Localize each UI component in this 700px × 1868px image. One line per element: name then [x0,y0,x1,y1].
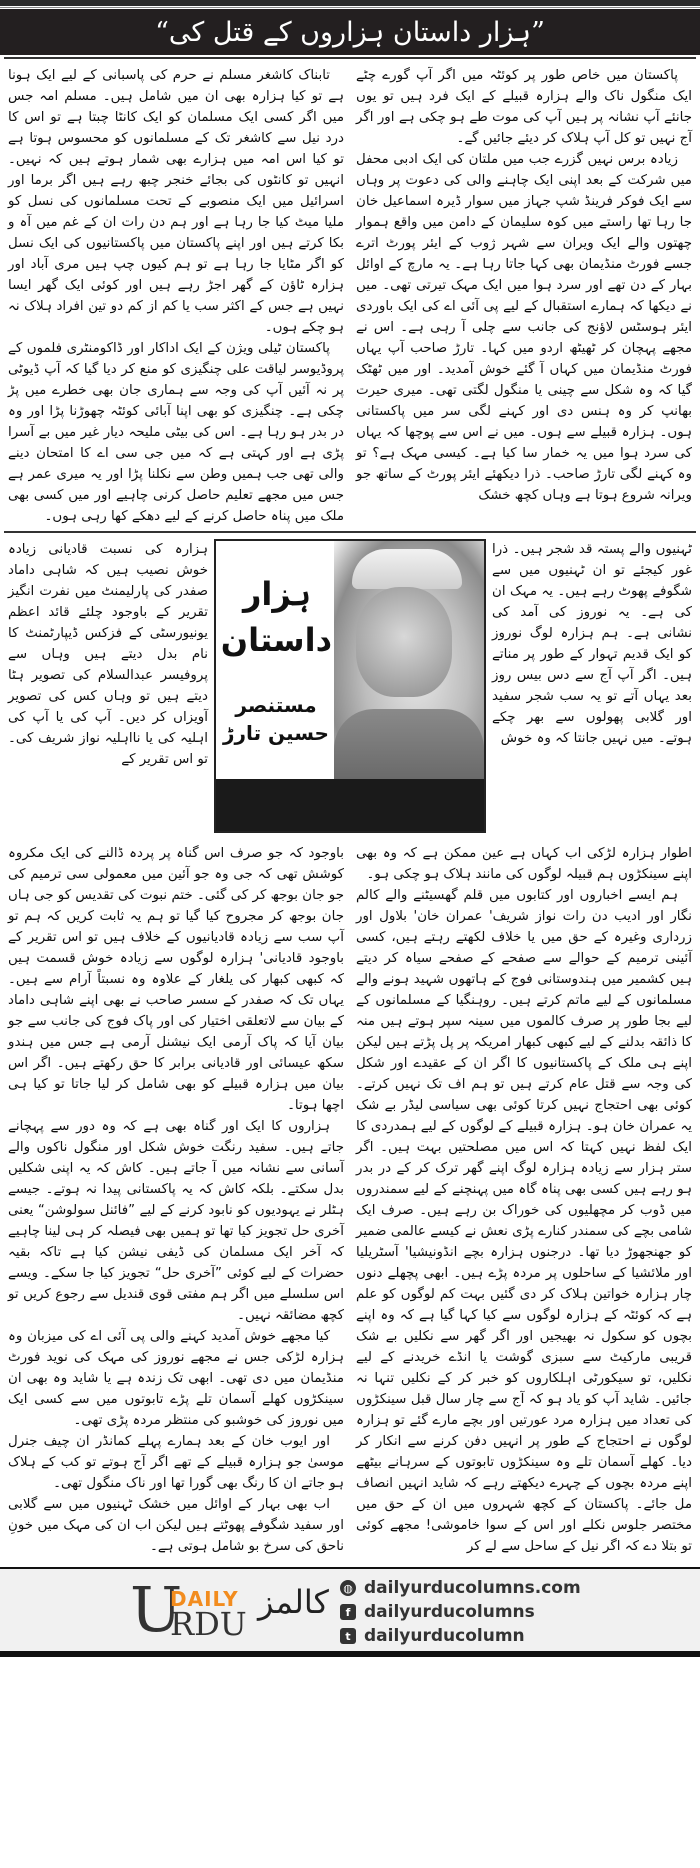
article-body [0,57,700,1657]
shirt-shape [334,709,484,779]
logo-letter: U [130,1573,183,1646]
paragraph: ہزاروں کا ایک اور گناہ بھی ہے کہ وہ دور سے پہچانے جاتے ہیں۔ سفید رنگت خوش شکل اور منگول ناکوں والے آسانی سے نشانہ میں آ جاتے ہیں۔ کاش کہ یہ اپنی شکلیں بدل سکتے۔ بلکہ کاش کہ یہ پاکستانی پیدا نہ ہوتے۔ جیسے ہٹلر نے یہودیوں کو نابود کرنے کے لیے ”فائنل سولوشن“ یعنی آخری حل تجویز کیا تھا تو ہمیں بھی فیصلہ کر ہی لینا چاہیے کہ آخر ایک مسلمان کی ڈیفی نیشن کیا ہے تاکہ بقیہ حضرات کے لیے کوئی ”آخری حل“ تجویز کیا جا سکے۔ ویسے اس سلسلے میں اگر ہم مفتی قوی قندیل سے رجوع کریں تو کچھ مضائقہ نہیں۔ [8,1119,344,1323]
paragraph: پاکستان میں خاص طور پر کوئٹہ میں اگر آپ گورے چٹے ایک منگول ناک والے ہزارہ قبیلے کے ایک فرد ہیں تو یوں جانئے آپ نشانہ پر ہیں آپ کی موت طے ہو چکی ہے اور اگر آج نہیں تو کل آپ ہلاک کر دیئے جائیں گے۔ [356,68,692,146]
column-brand-title: ہزار داستان [220,575,332,659]
paragraph: اطوار ہزارہ لڑکی اب کہاں ہے عین ممکن ہے کہ وہ بھی اپنے سینکڑوں ہم قبیلہ لوگوں کی مانند ہلاک ہو چکی ہو۔ [356,846,692,882]
paragraph: پاکستان ٹیلی ویژن کے ایک اداکار اور ڈاکومنٹری فلموں کے پروڈیوسر لیاقت علی چنگیزی کو منع کر دیا گیا کہ آپ ڈیوٹی پر نہ آئیں آپ کی وجہ سے ہماری جان بھی خطرے میں پڑ چکی ہے۔ چنگیزی کو بھی اپنا آبائی کوئٹہ چھوڑنا پڑا اور وہ در بدر ہو رہا ہے۔ اس کی بیٹی ملیحہ دیار غیر میں بے آسرا پڑی ہے اور کہتی ہے کہ میں جی سی اے کا امتحان دینے والی تھی جب ہمیں وطن سے نکلنا پڑا اور یہ میری عمر ہے جس میں مجھے تعلیم حاصل کرنی چاہیے اور میں کسی بھی ملک میں پناہ حاصل کرنے کے لیے دھکے کھا رہی ہوں۔ [8,341,344,524]
twitter-link[interactable] [340,1625,581,1647]
paragraph: اور ایوب خان کے بعد ہمارے پہلے کمانڈر ان چیف جنرل موسیٰ جو ہزارہ قبیلے کے تھے اگر آج ہوتے تو کب کے ہلاک ہو جاتے ان کا رنگ بھی گورا تھا اور ناک منگول تھی۔ [8,1434,344,1491]
cap-shape [352,549,462,589]
bottom-border [0,1651,700,1657]
paragraph: ہزارہ کی نسبت قادیانی زیادہ خوش نصیب ہیں کہ شاہی داماد صفدر کی پارلیمنٹ میں نفرت انگیز تقریر کے باوجود چلئے قائد اعظم یونیورسٹی کے فزکس ڈیپارٹمنٹ کا نام بدل دیتے ہیں وہاں سے پروفیسر عبدالسلام کی تصویر ہٹا دیتے ہیں تو وہاں کس کی تصویر آویزاں کر دیں۔ آپ کی یا آپ کی اہلیہ کی یا نااہلیہ نواز شریف کی۔ تو اس تقریر کے [8,542,208,767]
columnist-photo [334,541,484,779]
paragraph: تابناک کاشغر مسلم نے حرم کی پاسبانی کے لیے ایک ہونا ہے تو کیا ہزارہ بھی ان میں شامل ہیں۔ مسلم امہ جس میں اگر کسی ایک مسلمان کو ایک کانٹا چبتا ہے تو اس کا درد نیل سے کاشغر تک کے مسلمانوں کو محسوس ہوتا ہے تو کیا اس امہ میں ہزارے بھی شمار ہوتے ہیں کہ نہیں۔ انہیں تو کانٹوں کی بجائے خنجر چبھ رہے ہیں اگر برما اور اسرائیل میں ایک منصوبے کے تحت مسلمانوں کی نسل کو ملیا میٹ کیا جا رہا ہے اور ہم دن رات ان کے غم میں آہ و بکا کرتے ہیں اور اپنے پاکستان میں پاکستانیوں کی ایک نسل کو اگر مٹایا جا رہا ہے تو ہم کیوں چپ ہیں مری آباد اور ہزارہ ٹاؤن کے گھر اجڑ رہے ہیں اور کوئی ایک گھر ایسا نہیں ہے جس کے اکثر سب یا کم از کم دو تین افراد ہلاک نہ ہو چکے ہوں۔ [8,68,344,335]
top-border [0,0,700,6]
paragraph: باوجود کہ جو صرف اس گناہ پر پردہ ڈالنے کی ایک مکروہ کوشش تھی کہ جی وہ جو آئین میں معمولی سی ترمیم کی جو جان بوجھ کر کی گئی۔ ختم نبوت کی تقدیس کو جی ہاں جان بوجھ کر مجروح کیا گیا تو ہم یہ ثابت کریں کہ ہم تو آپ سب سے زیادہ قادیانیوں کے خلاف ہیں تو اس تقریر کے باوجود قادیانی' ہزارہ لوگوں سے زیادہ خوش قسمت ہیں کہ کبھی کبھار کی یلغار کے علاوہ وہ نسبتاً آرام سے ہیں۔ یہاں تک کہ صفدر کے سسر صاحب نے بھی اپنے شاہی داماد کے بیان سے لاتعلقی اختیار کی اور پاک فوج کی جانب سے جو بیان آیا کہ پاک آرمی ایک نیشنل آرمی ہے جس میں ہندو سکھ عیسائی اور قادیانی برابر کا حق رکھتے ہیں۔ اگر اس بیان میں ہزارہ قبیلے کو بھی شامل کر لیا جاتا تو کیا ہی اچھا ہوتا۔ [8,846,344,1113]
article-column-left-mid [8,539,208,833]
columnist-banner [214,539,486,833]
article-column-right-top [356,65,692,527]
website-link[interactable] [340,1577,581,1599]
paragraph: ٹہنیوں والے پستہ قد شجر ہیں۔ ذرا غور کیجئے تو ان ٹہنیوں میں سے شگوفے پھوٹ رہے ہیں۔ یہ مہک ان کی ہے۔ یہ نوروز کی آمد کی نشانی ہے۔ ہم ہزارہ لوگ نوروز کو ایک قدیم تہوار کے طور پر مناتے ہیں۔ اگر آپ آج سے دس بیس روز بعد یہاں آتے تو یہ سب شجر سفید اور گلابی پھولوں سے بھر چکے ہوتے۔ میں نہیں جانتا کہ وہ خوش [492,542,692,746]
facebook-text: dailyurducolumns [364,1602,535,1622]
article-column-left-top [8,65,344,527]
article-column-left-bottom [8,843,344,1557]
logo-daily: DAILY [170,1587,239,1611]
top-rule [0,7,700,8]
twitter-text: dailyurducolumn [364,1626,525,1646]
footer-branding [0,1567,700,1651]
bottom-row [0,837,700,1561]
daily-urdu-columns-logo [130,1575,330,1645]
top-row [0,59,700,531]
banner-dark-band [216,779,484,831]
facebook-icon: f [340,1604,356,1620]
article-column-right-bottom [356,843,692,1557]
logo-rdu: RDU [170,1605,247,1643]
logo-urdu-word: کالمز [258,1583,329,1621]
paragraph: زیادہ برس نہیں گزرے جب میں ملتان کی ایک ادبی محفل میں شرکت کے بعد اپنی ایک چاہنے والی کی دعوت پر وہاں سے ایک فوکر فرینڈ شپ جہاز میں سوار ڈیرہ اسماعیل خان جا رہا تھا راستے میں کوہ سلیمان کے دامن میں واقع ہموار چھتوں والے ایک ویران سے شہر ژوب کے ایئر پورٹ اترے جسے فورٹ منڈیمان بھی کہا جاتا رہا ہے۔ یہ مارچ کے اوائل بہار کے دن تھے اور سرد ہوا میں ایک مہک تیرتی تھی۔ میں نے دیکھا کہ ہمارے استقبال کے لیے پی آئی اے کی ایک باوردی ایئر ہوسٹس لاؤنج کی جانب سے چلی آ رہی ہے۔ اس نے مجھے پہچان کر ٹھیٹھ اردو میں کہا۔ تارڑ صاحب آپ یہاں فورٹ منڈیمان میں کہاں آ گئے خوش آمدید۔ اور میں ٹھٹک گیا کہ وہ شکل سے چینی یا منگول لگتی تھی۔ میری حیرت بھانپ کر وہ ہنس دی اور کہنے لگی سر میں پاکستانی ہوں۔ ہزارہ قبیلے سے ہوں۔ میں نے اس سے پوچھا کہ یہاں کی سرد ہوا میں یہ خمار سا کیا ہے۔ کیسی مہک ہے؟ تو وہ کہنے لگی تارڑ صاحب۔ ذرا دیکھئے ایئر پورٹ کے ساتھ جو ویرانہ شروع ہوتا ہے وہاں کچھ خشک [356,152,692,503]
paragraph: کیا مجھے خوش آمدید کہنے والی پی آئی اے کی میزبان وہ ہزارہ لڑکی جس نے مجھے نوروز کی مہک کی نوید فورٹ منڈیمان میں دی تھی۔ ابھی تک زندہ ہے یا شاید وہ بھی ان سینکڑوں کھلے آسمان تلے پڑے تابوتوں میں سے کسی ایک میں نوروز کی خوشبو کی منتظر مردہ پڑی تھی۔ [8,1329,344,1428]
facebook-link[interactable] [340,1601,581,1623]
face-shape [356,587,452,697]
middle-row [0,533,700,837]
article-column-right-mid [492,539,692,833]
headline-banner [0,9,700,55]
headline: ”ہزار داستان ہزاروں کے قتل کی“ [155,16,545,48]
columnist-name: مستنصر حسین تارڑ [223,693,329,745]
paragraph: اب بھی بہار کے اوائل میں خشک ٹہنیوں میں سے گلابی اور سفید شگوفے پھوٹتے ہیں لیکن اب ان کی مہک میں خونِ ناحق کی سرخ بو شامل ہوتی ہے۔ [8,1497,344,1554]
globe-icon: ◍ [340,1580,356,1596]
twitter-icon: t [340,1628,356,1644]
social-links [340,1577,581,1649]
paragraph: ہم ایسے اخباروں اور کتابوں میں قلم گھسیٹنے والے کالم نگار اور ادیب دن رات نواز شریف' عمران خان' بلاول اور زرداری وغیرہ کے حق میں یا خلاف لکھتے رہتے ہیں، کسی آئینی ترمیم کے حوالے سے صفحے کے صفحے سیاہ کر دیتے ہیں کشمیر میں ہندوستانی فوج کے ہاتھوں شہید ہونے والے مسلمانوں کے لیے ماتم کرتے ہیں۔ روہنگیا کے مسلمانوں کے لیے بجا طور پر صرف کالموں میں سینہ سپر ہوتے ہیں منہ کا ذائقہ بدلنے کے لیے کبھی کبھار امریکہ پر پل پڑتے ہیں لیکن اپنے ہی ملک کے پاکستانیوں کا اگر ان کے عقیدے اور شکل کی وجہ سے قتل عام کرتے ہیں تو ہم اف تک نہیں کرتے۔ کوئی بھی احتجاج نہیں کرتا کوئی بھی سیاسی لیڈر بے شک یہ عمران خان ہو۔ ہزارہ قبیلے کے لوگوں کے لیے ہمدردی کا ایک لفظ نہیں کہتا کہ اس میں مصلحتیں بہت ہیں۔ اگر ستر ہزار سے زیادہ ہزارہ لوگ اپنے گھر ترک کر کے در بدر ہو رہے ہیں کسی بھی پناہ گاہ میں پہنچنے کے لیے سمندروں میں ڈوب کر مچھلیوں کی خوراک بن رہے ہیں۔ صرف ایک شامی بچے کی سمندر کنارے پڑی نعش نے کیسے عالمی ضمیر کو جھنجھوڑ دیا تھا۔ درجنوں ہزارہ بچے انڈونیشیا' آسٹریلیا اور ملائشیا کے ساحلوں پر مردہ پڑے ہیں۔ ابھی پچھلے دنوں چار ہزارہ خواتین ہلاک کر دی گئیں بہت کم لوگوں کو علم ہے کہ کوئٹہ کے ہزارہ لوگوں سے کیا کہا گیا ہے کہ وہ اپنے بچوں کو سکول نہ بھیجیں اور اگر گھر سے نکلیں بے شک قریبی مارکیٹ سے سبزی گوشت یا انڈے خریدنے کے لیے نکلیں، تو سیکورٹی اہلکاروں کو خبر کر کے نکلیں تنہا نہ جائیں۔ شاید آپ کو یاد ہو کہ آج سے چار سال قبل سینکڑوں کی تعداد میں ہزارہ مرد عورتیں اور بچے مارے گئے تو ہزارہ لوگوں نے احتجاج کے طور پر انہیں دفن کرنے سے انکار کر دیا۔ کھلے آسمان تلے وہ سینکڑوں تابوتوں کے سرہانے بیٹھے اپنے مردہ بچوں کے چہرے دیکھتے رہے کہ شاید انہیں انصاف مل جائے۔ پاکستان کے کچھ شہروں میں ان کے حق میں مختصر جلوس نکلے اور اس کے سوا خاموشی! مجھے کوئی تو بتلا دے کہ اگر نیل کے ساحل سے لے کر [356,888,692,1554]
website-text: dailyurducolumns.com [364,1578,581,1598]
